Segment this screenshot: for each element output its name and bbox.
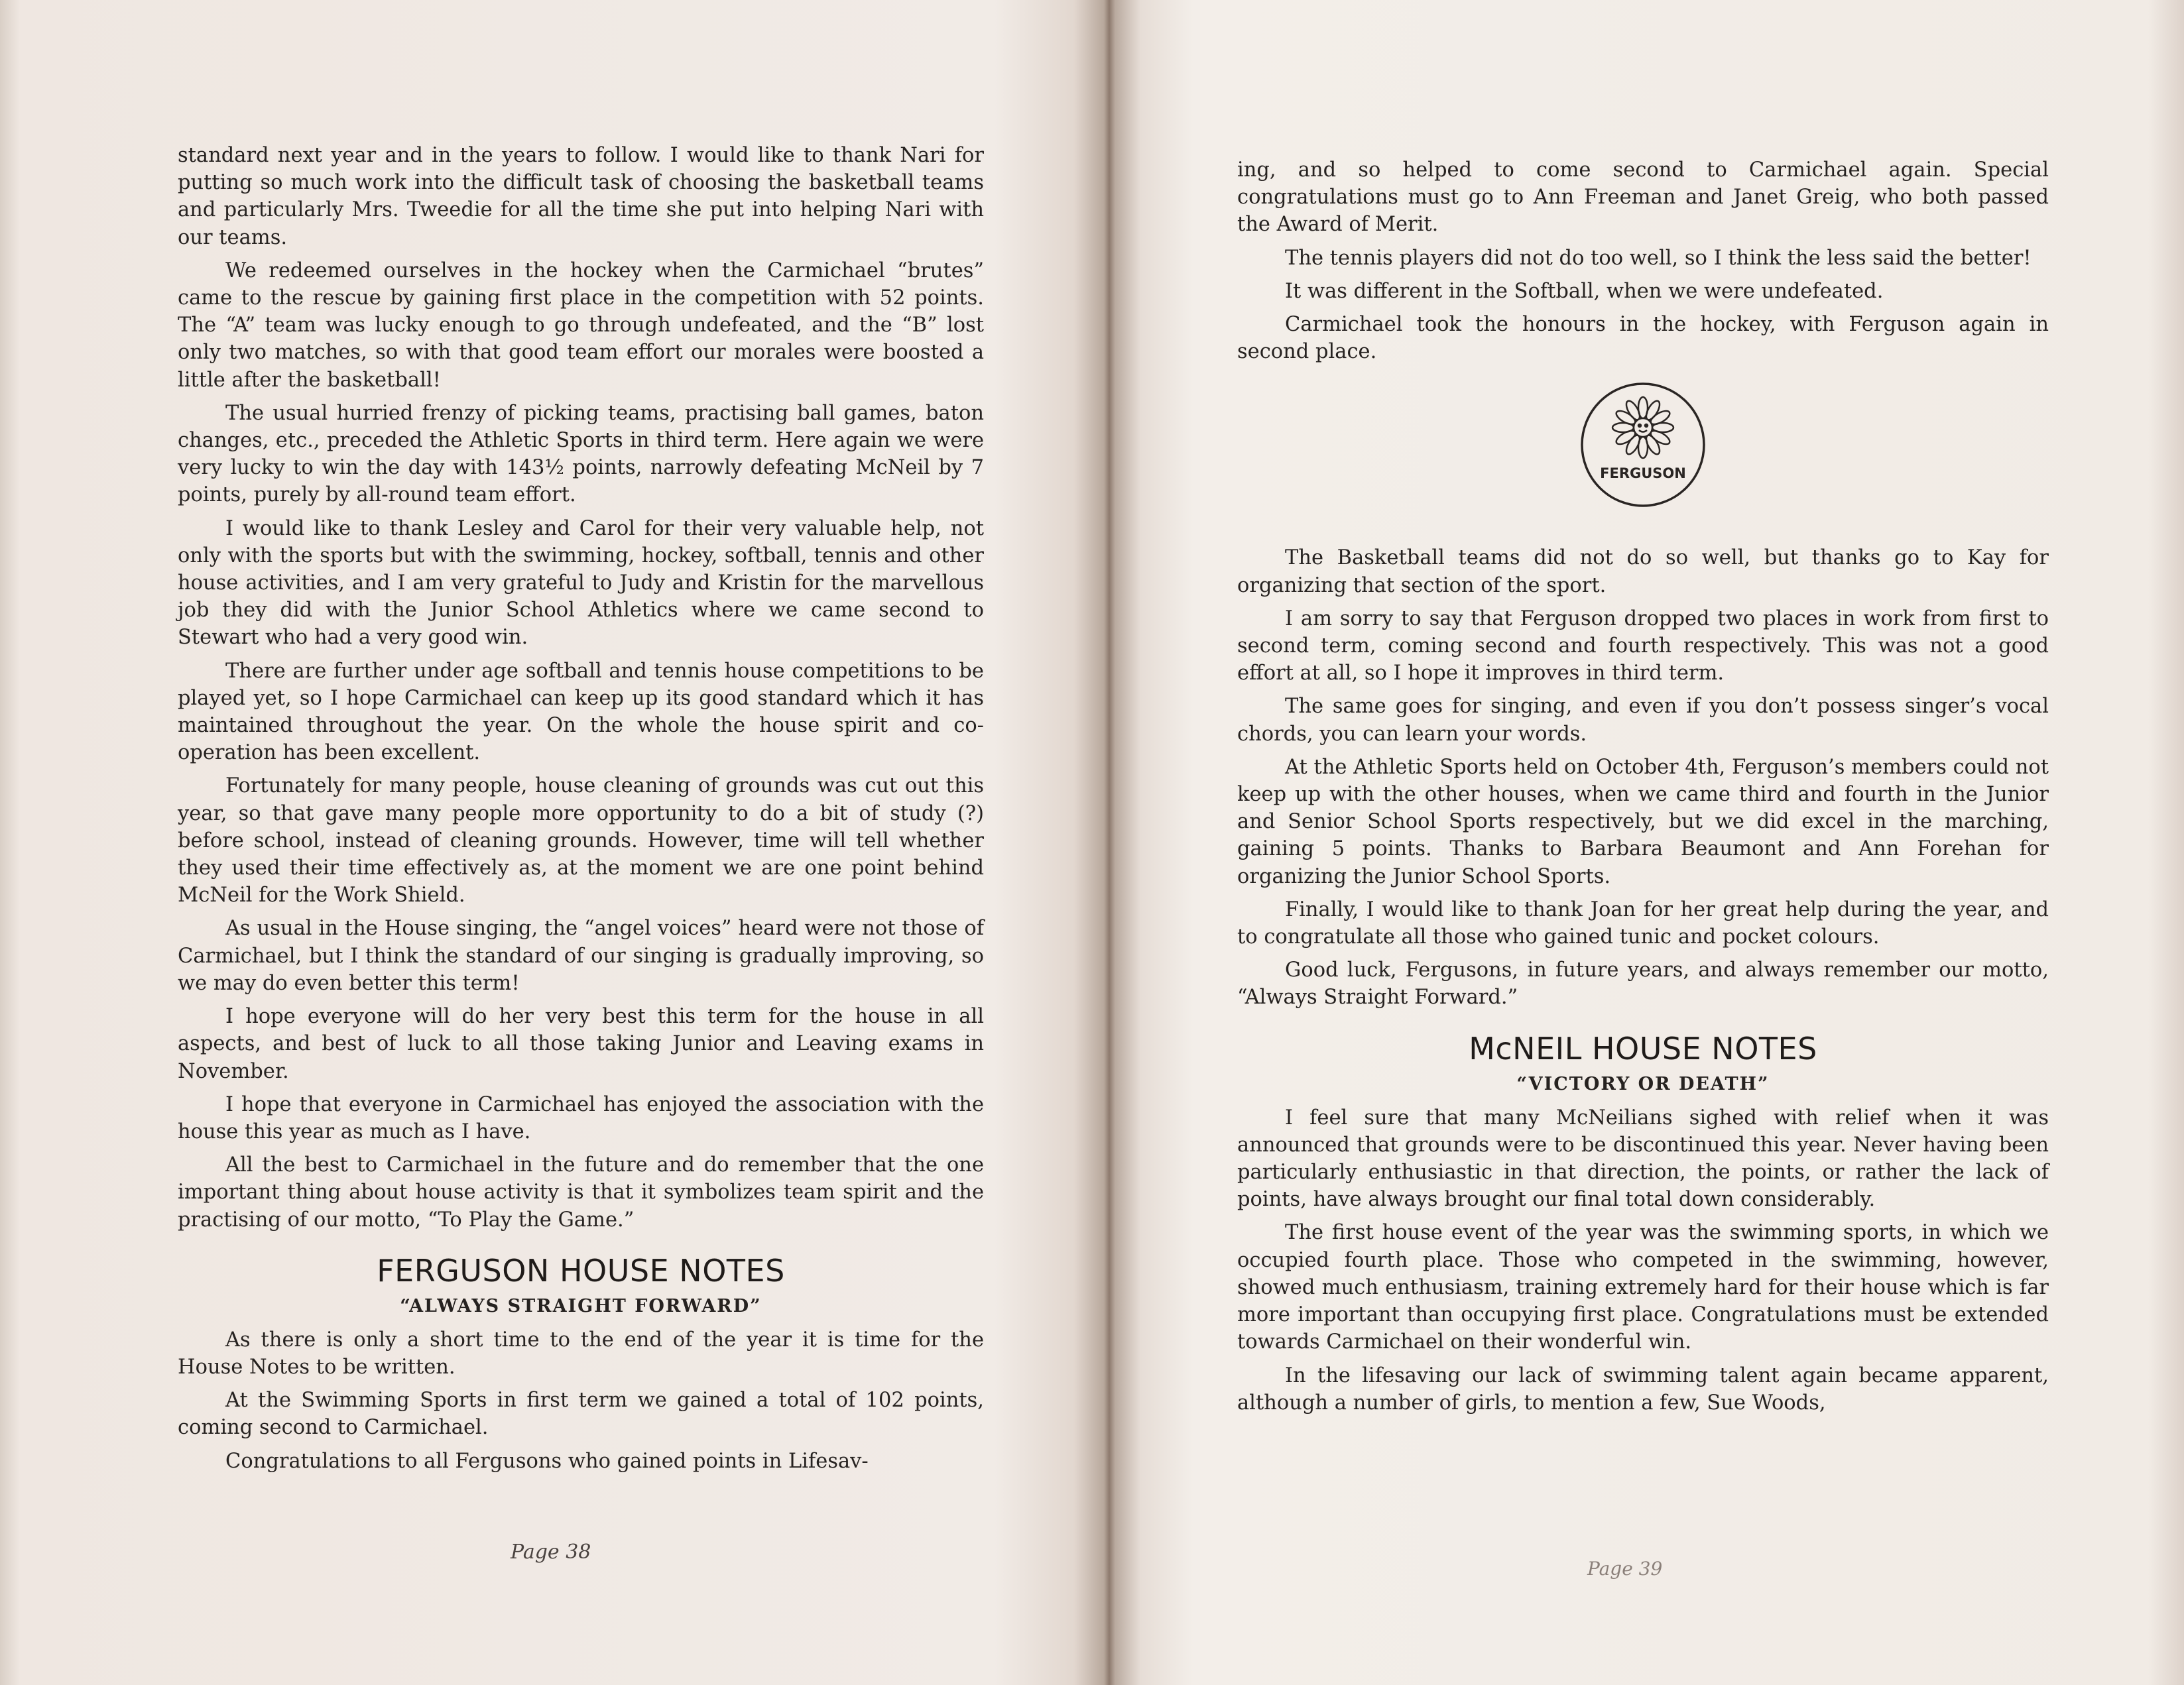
paragraph: As there is only a short time to the end of the year it is time for the House Notes to be written. — [178, 1328, 984, 1379]
paragraph: The same goes for singing, and even if you don’t possess singer’s vocal chords, you can learn your words. — [1237, 695, 2049, 746]
ferguson-emblem — [1237, 378, 2049, 511]
emblem-label: FERGUSON — [1600, 465, 1686, 482]
paragraph: Finally, I would like to thank Joan for her great help during the year, and to congratulate all those who gained tunic and pocket colours. — [1237, 898, 2049, 949]
ferguson-sunflower-emblem-icon — [1577, 378, 1709, 511]
paragraph: All the best to Carmichael in the future and do remember that the one important thing about house activity is that it symbolizes team spirit and the practising of our motto, “To Play the Game.” — [178, 1153, 984, 1232]
paragraph: I am sorry to say that Ferguson dropped two places in work from first to second term, coming second and fourth respectively. This was not a good effort at all, so I hope it improves in third term. — [1237, 607, 2049, 685]
paragraph: Carmichael took the honours in the hockey, with Ferguson again in second place. — [1237, 313, 2049, 364]
page-number: Page 38 — [511, 1540, 591, 1564]
paragraph: standard next year and in the years to follow. I would like to thank Nari for putting so much work into the difficult task of choosing the basketball teams and particularly Mrs. Tweedie for all the time she put into helping Nari with our teams. — [178, 144, 984, 249]
paragraph: Congratulations to all Fergusons who gained points in Lifesav- — [225, 1449, 869, 1473]
paragraph: At the Swimming Sports in first term we gained a total of 102 points, coming second to Carmichael. — [178, 1389, 984, 1440]
paragraph: There are further under age softball and tennis house competitions to be played yet, so I hope Carmichael can keep up its good standard which it has maintained throughout the year. On the whole the house spirit and co-operation has been excellent. — [178, 659, 984, 765]
paragraph: The tennis players did not do too well, so I think the less said the better! — [1285, 246, 2032, 270]
paragraph: The Basketball teams did not do so well, but thanks go to Kay for organizing that section of the sport. — [1237, 546, 2049, 597]
paragraph: The usual hurried frenzy of picking teams, practising ball games, baton changes, etc., preceded the Athletic Sports in third term. Here again we were very lucky to win the day with 143½ points, narrowly defeating McNeil by 7 points, purely by all-round team effort. — [178, 401, 984, 507]
paragraph: Good luck, Fergusons, in future years, and always remember our motto, “Always Straight Forward.” — [1237, 959, 2049, 1010]
paragraph: I hope that everyone in Carmichael has enjoyed the association with the house this year as much as I have. — [178, 1092, 984, 1143]
page-number: Page 39 — [1587, 1558, 1663, 1580]
paragraph: In the lifesaving our lack of swimming talent again became apparent, although a number of girls, to mention a few, Sue Woods, — [1237, 1364, 2049, 1415]
paragraph: The first house event of the year was the swimming sports, in which we occupied fourth place. Those who competed in the swimming, however, showed much enthusiasm, training extremely hard for their house which is far more important than occupying first place. Congratulations must be extended towards Carmichael on their wonderful win. — [1237, 1221, 2049, 1354]
paragraph: I would like to thank Lesley and Carol for their very valuable help, not only with the sports but with the swimming, hockey, softball, tennis and other house activities, and I am very grateful to Judy and Kristin for the marvellous job they did with the Junior School Athletics where we came second to Stewart who had a very good win. — [178, 516, 984, 650]
ferguson-motto: “ALWAYS STRAIGHT FORWARD” — [400, 1295, 762, 1316]
left-page-text-column — [178, 142, 984, 1481]
paragraph: I hope everyone will do her very best this term for the house in all aspects, and best of luck to all those taking Junior and Leaving exams in November. — [178, 1005, 984, 1083]
paragraph: We redeemed ourselves in the hockey when the Carmichael “brutes” came to the rescue by gaining first place in the competition with 52 points. The “A” team was lucky enough to go through undefeated, and the “B” lost only two matches, so with that good team effort our morales were boosted a little after the basketball! — [178, 259, 984, 392]
mcneil-motto: “VICTORY OR DEATH” — [1516, 1073, 1770, 1094]
paragraph: As usual in the House singing, the “angel voices” heard were not those of Carmichael, but I think the standard of our singing is gradually improving, so we may do even better this term! — [178, 917, 984, 995]
ferguson-house-notes-heading: FERGUSON HOUSE NOTES — [377, 1252, 785, 1289]
paragraph: Fortunately for many people, house cleaning of grounds was cut out this year, so that gave many people more opportunity to do a bit of study (?) before school, instead of cleaning grounds. However, time will tell whether they used their time effectively as, at the moment we are one point behind McNeil for the Work Shield. — [178, 774, 984, 907]
paragraph: At the Athletic Sports held on October 4th, Ferguson’s members could not keep up with the other houses, when we came third and fourth in the Junior and Senior School Sports respectively, but we did excel in the marching, gaining 5 points. Thanks to Barbara Beaumont and Ann Forehan for organizing the Junior School Sports. — [1237, 755, 2049, 888]
paragraph: I feel sure that many McNeilians sighed with relief when it was announced that grounds were to be discontinued this year. Never having been particularly enthusiastic in that direction, the points, or rather the lack of points, have always brought our final total down considerably. — [1237, 1106, 2049, 1212]
paragraph: It was different in the Softball, when we were undefeated. — [1285, 279, 1884, 303]
right-page-text-column — [1237, 156, 2049, 1423]
page-39 — [1109, 0, 2184, 1685]
mcneil-house-notes-heading: McNEIL HOUSE NOTES — [1469, 1030, 1817, 1067]
paragraph: ing, and so helped to come second to Carmichael again. Special congratulations must go to Ann Freeman and Janet Greig, who both passed the Award of Merit. — [1237, 158, 2049, 237]
